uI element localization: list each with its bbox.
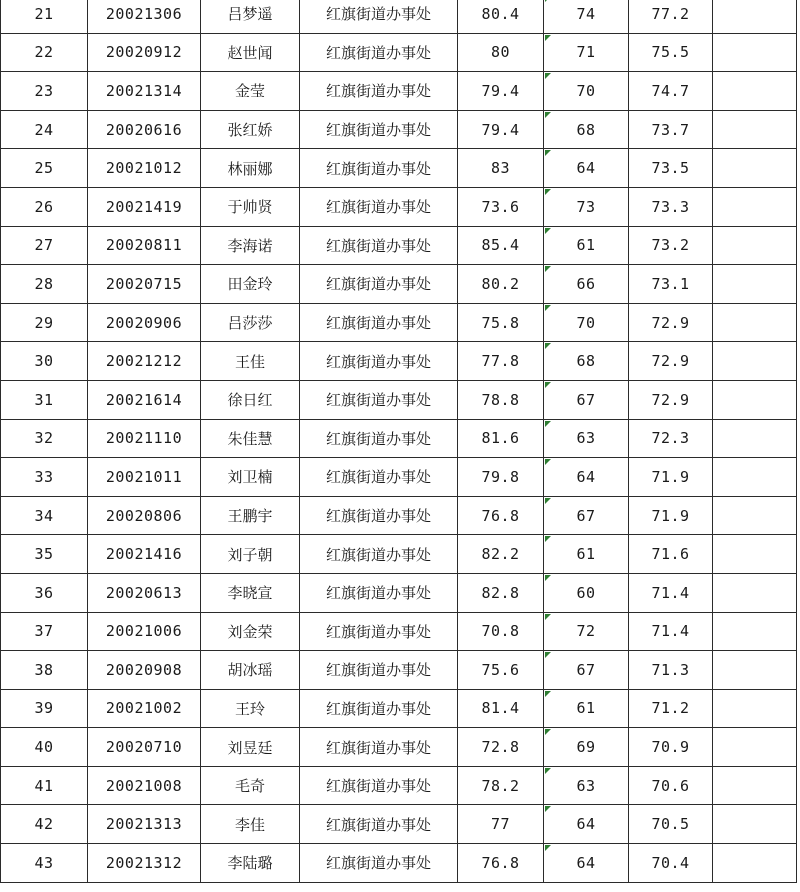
- unit-cell[interactable]: 红旗街道办事处: [300, 496, 458, 535]
- table-row: [1, 265, 797, 304]
- interview-score-cell[interactable]: 68: [544, 342, 629, 381]
- name-cell[interactable]: 胡冰瑶: [201, 651, 300, 690]
- rank-cell[interactable]: 22: [1, 33, 88, 72]
- unit-cell[interactable]: 红旗街道办事处: [300, 573, 458, 612]
- note-cell[interactable]: [713, 844, 797, 883]
- total-score-cell[interactable]: 71.3: [629, 651, 713, 690]
- note-cell[interactable]: [713, 496, 797, 535]
- written-score-cell[interactable]: 75.6: [458, 651, 544, 690]
- note-cell[interactable]: [713, 342, 797, 381]
- unit-cell[interactable]: 红旗街道办事处: [300, 265, 458, 304]
- name-cell[interactable]: 刘昱廷: [201, 728, 300, 767]
- table-row: [1, 458, 797, 497]
- total-score-cell[interactable]: 71.9: [629, 496, 713, 535]
- written-score-cell[interactable]: 70.8: [458, 612, 544, 651]
- table-row: [1, 149, 797, 188]
- unit-cell[interactable]: 红旗街道办事处: [300, 303, 458, 342]
- interview-score-cell[interactable]: 63: [544, 766, 629, 805]
- unit-cell[interactable]: 红旗街道办事处: [300, 110, 458, 149]
- note-cell[interactable]: [713, 265, 797, 304]
- written-score-cell[interactable]: 81.6: [458, 419, 544, 458]
- unit-cell[interactable]: 红旗街道办事处: [300, 187, 458, 226]
- total-score-cell[interactable]: 72.9: [629, 380, 713, 419]
- written-score-cell[interactable]: 79.4: [458, 110, 544, 149]
- interview-score-cell[interactable]: 64: [544, 805, 629, 844]
- table-row: [1, 33, 797, 72]
- rank-cell[interactable]: 42: [1, 805, 88, 844]
- table-row: [1, 380, 797, 419]
- name-cell[interactable]: 赵世闻: [201, 33, 300, 72]
- interview-score-cell[interactable]: 69: [544, 728, 629, 767]
- interview-score-cell[interactable]: 67: [544, 651, 629, 690]
- exam-id-cell[interactable]: 20021306: [88, 0, 201, 33]
- name-cell[interactable]: 刘金荣: [201, 612, 300, 651]
- total-score-cell[interactable]: 72.9: [629, 303, 713, 342]
- written-score-cell[interactable]: 80.4: [458, 0, 544, 33]
- name-cell[interactable]: 刘卫楠: [201, 458, 300, 497]
- rank-cell[interactable]: 32: [1, 419, 88, 458]
- name-cell[interactable]: 张红娇: [201, 110, 300, 149]
- note-cell[interactable]: [713, 187, 797, 226]
- interview-score-cell[interactable]: 71: [544, 33, 629, 72]
- table-row: [1, 805, 797, 844]
- name-cell[interactable]: 金莹: [201, 72, 300, 111]
- exam-id-cell[interactable]: 20021006: [88, 612, 201, 651]
- rank-cell[interactable]: 26: [1, 187, 88, 226]
- rank-cell[interactable]: 24: [1, 110, 88, 149]
- table-row: [1, 535, 797, 574]
- note-cell[interactable]: [713, 612, 797, 651]
- total-score-cell[interactable]: 71.2: [629, 689, 713, 728]
- exam-id-cell[interactable]: 20020906: [88, 303, 201, 342]
- interview-score-cell[interactable]: 72: [544, 612, 629, 651]
- interview-score-cell[interactable]: 61: [544, 689, 629, 728]
- rank-cell[interactable]: 30: [1, 342, 88, 381]
- total-score-cell[interactable]: 71.9: [629, 458, 713, 497]
- interview-score-cell[interactable]: 70: [544, 303, 629, 342]
- rank-cell[interactable]: 33: [1, 458, 88, 497]
- written-score-cell[interactable]: 73.6: [458, 187, 544, 226]
- table-row: [1, 72, 797, 111]
- note-cell[interactable]: [713, 33, 797, 72]
- written-score-cell[interactable]: 79.4: [458, 72, 544, 111]
- table-row: [1, 766, 797, 805]
- exam-id-cell[interactable]: 20020616: [88, 110, 201, 149]
- name-cell[interactable]: 吕莎莎: [201, 303, 300, 342]
- rank-cell[interactable]: 37: [1, 612, 88, 651]
- exam-id-cell[interactable]: 20020912: [88, 33, 201, 72]
- rank-cell[interactable]: 21: [1, 0, 88, 33]
- written-score-cell[interactable]: 72.8: [458, 728, 544, 767]
- interview-score-cell[interactable]: 68: [544, 110, 629, 149]
- exam-id-cell[interactable]: 20020806: [88, 496, 201, 535]
- total-score-cell[interactable]: 71.4: [629, 612, 713, 651]
- table-row: [1, 342, 797, 381]
- unit-cell[interactable]: 红旗街道办事处: [300, 458, 458, 497]
- rank-cell[interactable]: 38: [1, 651, 88, 690]
- name-cell[interactable]: 徐日红: [201, 380, 300, 419]
- rank-cell[interactable]: 23: [1, 72, 88, 111]
- table-row: [1, 303, 797, 342]
- exam-id-cell[interactable]: 20021314: [88, 72, 201, 111]
- note-cell[interactable]: [713, 573, 797, 612]
- interview-score-cell[interactable]: 70: [544, 72, 629, 111]
- table-row: [1, 187, 797, 226]
- name-cell[interactable]: 王佳: [201, 342, 300, 381]
- written-score-cell[interactable]: 82.2: [458, 535, 544, 574]
- unit-cell[interactable]: 红旗街道办事处: [300, 805, 458, 844]
- total-score-cell[interactable]: 70.5: [629, 805, 713, 844]
- interview-score-cell[interactable]: 64: [544, 844, 629, 883]
- rank-cell[interactable]: 29: [1, 303, 88, 342]
- unit-cell[interactable]: 红旗街道办事处: [300, 0, 458, 33]
- exam-id-cell[interactable]: 20020811: [88, 226, 201, 265]
- total-score-cell[interactable]: 73.7: [629, 110, 713, 149]
- note-cell[interactable]: [713, 766, 797, 805]
- interview-score-cell[interactable]: 64: [544, 149, 629, 188]
- unit-cell[interactable]: 红旗街道办事处: [300, 72, 458, 111]
- interview-score-cell[interactable]: 67: [544, 496, 629, 535]
- table-row: [1, 0, 797, 33]
- total-score-cell[interactable]: 73.3: [629, 187, 713, 226]
- unit-cell[interactable]: 红旗街道办事处: [300, 380, 458, 419]
- unit-cell[interactable]: 红旗街道办事处: [300, 766, 458, 805]
- exam-id-cell[interactable]: 20021110: [88, 419, 201, 458]
- note-cell[interactable]: [713, 728, 797, 767]
- rank-cell[interactable]: 28: [1, 265, 88, 304]
- total-score-cell[interactable]: 72.9: [629, 342, 713, 381]
- total-score-cell[interactable]: 70.6: [629, 766, 713, 805]
- unit-cell[interactable]: 红旗街道办事处: [300, 844, 458, 883]
- name-cell[interactable]: 王鹏宇: [201, 496, 300, 535]
- total-score-cell[interactable]: 77.2: [629, 0, 713, 33]
- rank-cell[interactable]: 40: [1, 728, 88, 767]
- written-score-cell[interactable]: 80.2: [458, 265, 544, 304]
- name-cell[interactable]: 朱佳慧: [201, 419, 300, 458]
- exam-id-cell[interactable]: 20021419: [88, 187, 201, 226]
- rank-cell[interactable]: 25: [1, 149, 88, 188]
- written-score-cell[interactable]: 77.8: [458, 342, 544, 381]
- name-cell[interactable]: 田金玲: [201, 265, 300, 304]
- name-cell[interactable]: 刘子朝: [201, 535, 300, 574]
- table-row: [1, 844, 797, 883]
- table-row: [1, 728, 797, 767]
- total-score-cell[interactable]: 70.4: [629, 844, 713, 883]
- unit-cell[interactable]: 红旗街道办事处: [300, 226, 458, 265]
- rank-cell[interactable]: 36: [1, 573, 88, 612]
- name-cell[interactable]: 李海诺: [201, 226, 300, 265]
- name-cell[interactable]: 李晓宣: [201, 573, 300, 612]
- score-table-body: [1, 0, 797, 882]
- exam-id-cell[interactable]: 20021312: [88, 844, 201, 883]
- written-score-cell[interactable]: 85.4: [458, 226, 544, 265]
- table-row: [1, 419, 797, 458]
- table-row: [1, 612, 797, 651]
- total-score-cell[interactable]: 73.1: [629, 265, 713, 304]
- rank-cell[interactable]: 27: [1, 226, 88, 265]
- table-row: [1, 496, 797, 535]
- written-score-cell[interactable]: 80: [458, 33, 544, 72]
- note-cell[interactable]: [713, 651, 797, 690]
- note-cell[interactable]: [713, 805, 797, 844]
- note-cell[interactable]: [713, 419, 797, 458]
- written-score-cell[interactable]: 78.2: [458, 766, 544, 805]
- written-score-cell[interactable]: 82.8: [458, 573, 544, 612]
- total-score-cell[interactable]: 72.3: [629, 419, 713, 458]
- table-row: [1, 226, 797, 265]
- written-score-cell[interactable]: 78.8: [458, 380, 544, 419]
- unit-cell[interactable]: 红旗街道办事处: [300, 651, 458, 690]
- name-cell[interactable]: 吕梦遥: [201, 0, 300, 33]
- interview-score-cell[interactable]: 61: [544, 535, 629, 574]
- exam-id-cell[interactable]: 20021614: [88, 380, 201, 419]
- name-cell[interactable]: 李陆璐: [201, 844, 300, 883]
- interview-score-cell[interactable]: 73: [544, 187, 629, 226]
- exam-id-cell[interactable]: 20021313: [88, 805, 201, 844]
- rank-cell[interactable]: 39: [1, 689, 88, 728]
- table-row: [1, 110, 797, 149]
- exam-id-cell[interactable]: 20021212: [88, 342, 201, 381]
- note-cell[interactable]: [713, 303, 797, 342]
- note-cell[interactable]: [713, 149, 797, 188]
- total-score-cell[interactable]: 73.5: [629, 149, 713, 188]
- table-row: [1, 573, 797, 612]
- rank-cell[interactable]: 35: [1, 535, 88, 574]
- written-score-cell[interactable]: 77: [458, 805, 544, 844]
- rank-cell[interactable]: 43: [1, 844, 88, 883]
- written-score-cell[interactable]: 76.8: [458, 844, 544, 883]
- written-score-cell[interactable]: 83: [458, 149, 544, 188]
- table-row: [1, 689, 797, 728]
- interview-score-cell[interactable]: 61: [544, 226, 629, 265]
- note-cell[interactable]: [713, 226, 797, 265]
- exam-id-cell[interactable]: 20021011: [88, 458, 201, 497]
- rank-cell[interactable]: 34: [1, 496, 88, 535]
- total-score-cell[interactable]: 75.5: [629, 33, 713, 72]
- interview-score-cell[interactable]: 60: [544, 573, 629, 612]
- exam-id-cell[interactable]: 20020908: [88, 651, 201, 690]
- exam-id-cell[interactable]: 20020710: [88, 728, 201, 767]
- interview-score-cell[interactable]: 63: [544, 419, 629, 458]
- exam-id-cell[interactable]: 20021008: [88, 766, 201, 805]
- name-cell[interactable]: 李佳: [201, 805, 300, 844]
- exam-id-cell[interactable]: 20020613: [88, 573, 201, 612]
- exam-id-cell[interactable]: 20021416: [88, 535, 201, 574]
- interview-score-cell[interactable]: 66: [544, 265, 629, 304]
- unit-cell[interactable]: 红旗街道办事处: [300, 33, 458, 72]
- exam-id-cell[interactable]: 20021002: [88, 689, 201, 728]
- note-cell[interactable]: [713, 458, 797, 497]
- note-cell[interactable]: [713, 380, 797, 419]
- interview-score-cell[interactable]: 67: [544, 380, 629, 419]
- note-cell[interactable]: [713, 110, 797, 149]
- note-cell[interactable]: [713, 0, 797, 33]
- exam-id-cell[interactable]: 20020715: [88, 265, 201, 304]
- unit-cell[interactable]: 红旗街道办事处: [300, 535, 458, 574]
- written-score-cell[interactable]: 76.8: [458, 496, 544, 535]
- name-cell[interactable]: 王玲: [201, 689, 300, 728]
- unit-cell[interactable]: 红旗街道办事处: [300, 728, 458, 767]
- note-cell[interactable]: [713, 689, 797, 728]
- total-score-cell[interactable]: 71.4: [629, 573, 713, 612]
- total-score-cell[interactable]: 71.6: [629, 535, 713, 574]
- written-score-cell[interactable]: 75.8: [458, 303, 544, 342]
- unit-cell[interactable]: 红旗街道办事处: [300, 149, 458, 188]
- table-row: [1, 651, 797, 690]
- unit-cell[interactable]: 红旗街道办事处: [300, 612, 458, 651]
- exam-id-cell[interactable]: 20021012: [88, 149, 201, 188]
- interview-score-cell[interactable]: 74: [544, 0, 629, 33]
- interview-score-cell[interactable]: 64: [544, 458, 629, 497]
- name-cell[interactable]: 于帅贤: [201, 187, 300, 226]
- rank-cell[interactable]: 31: [1, 380, 88, 419]
- name-cell[interactable]: 林丽娜: [201, 149, 300, 188]
- unit-cell[interactable]: 红旗街道办事处: [300, 342, 458, 381]
- name-cell[interactable]: 毛奇: [201, 766, 300, 805]
- total-score-cell[interactable]: 74.7: [629, 72, 713, 111]
- rank-cell[interactable]: 41: [1, 766, 88, 805]
- written-score-cell[interactable]: 79.8: [458, 458, 544, 497]
- total-score-cell[interactable]: 70.9: [629, 728, 713, 767]
- written-score-cell[interactable]: 81.4: [458, 689, 544, 728]
- note-cell[interactable]: [713, 535, 797, 574]
- note-cell[interactable]: [713, 72, 797, 111]
- unit-cell[interactable]: 红旗街道办事处: [300, 419, 458, 458]
- unit-cell[interactable]: 红旗街道办事处: [300, 689, 458, 728]
- total-score-cell[interactable]: 73.2: [629, 226, 713, 265]
